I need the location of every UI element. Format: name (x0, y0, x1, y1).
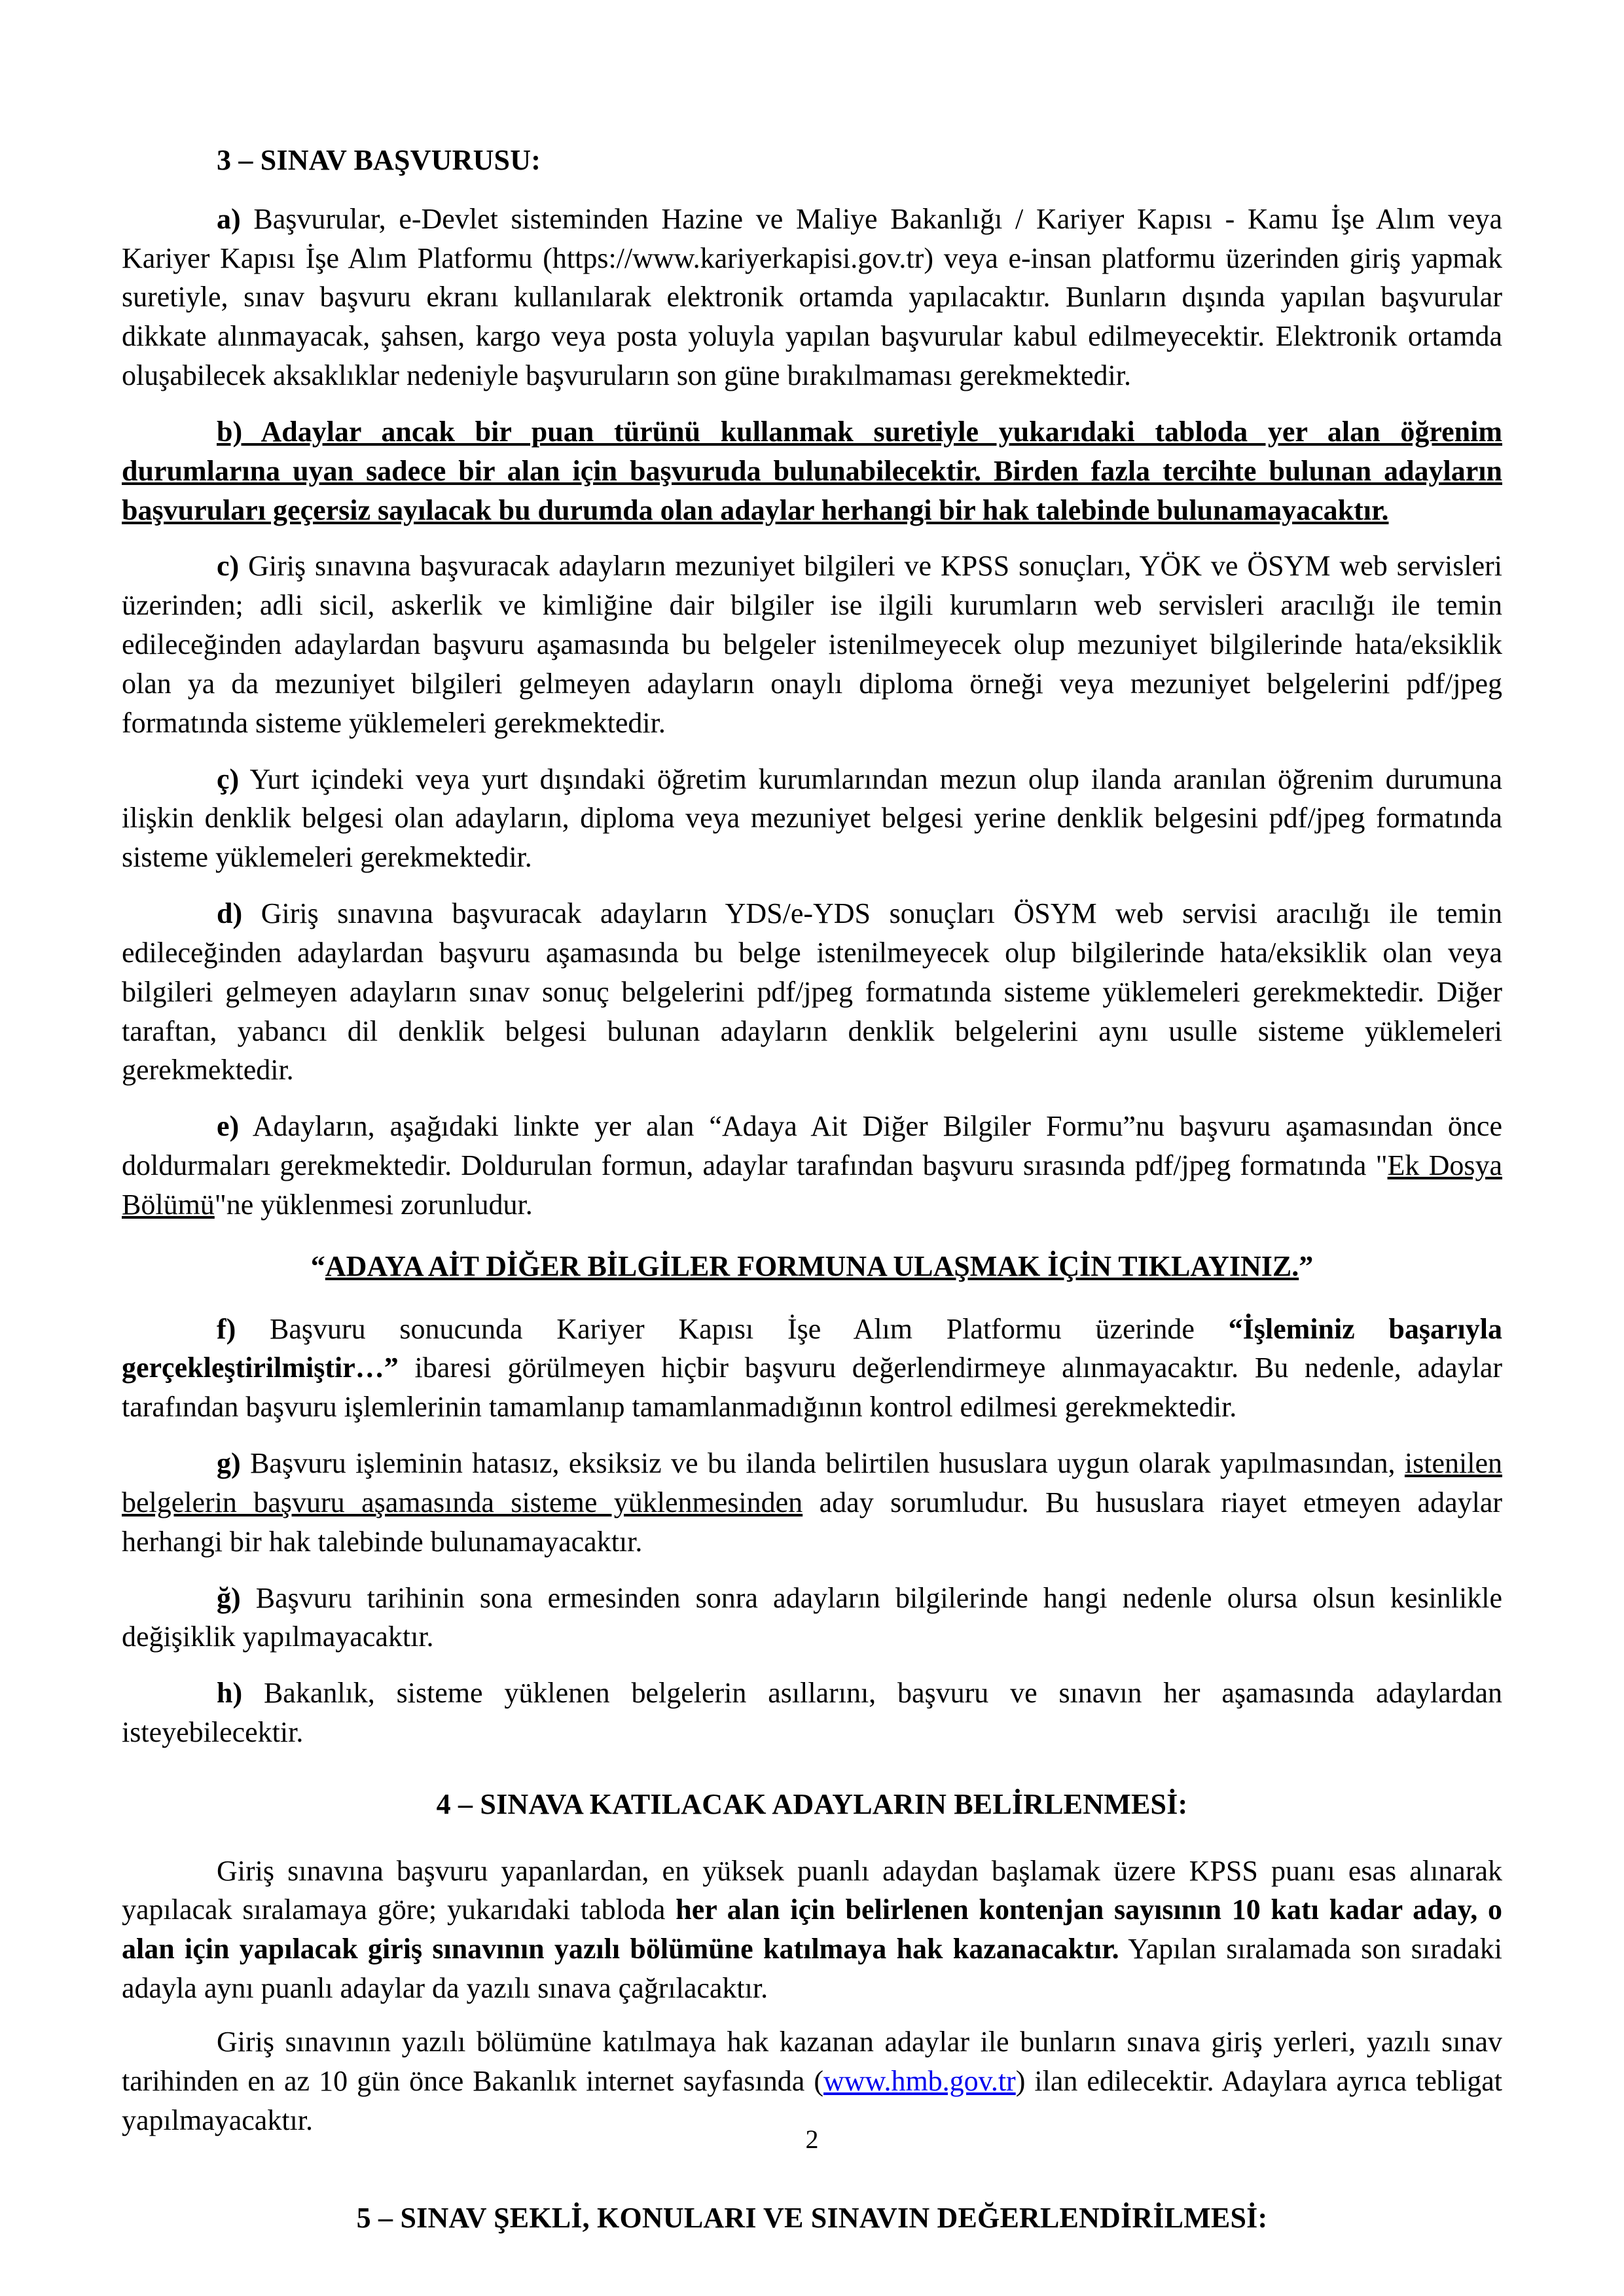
adaya-ait-diger-bilgiler-formu-link[interactable] (122, 1247, 1502, 1286)
istenilen-belgeler-emphasis: istenilen belgelerin başvuru aşamasında sisteme yüklenmesinden (122, 1447, 1502, 1518)
paragraph-e-label: e) (217, 1110, 240, 1143)
paragraph-a-text: Başvurular, e-Devlet sisteminden Hazine ve Maliye Bakanlığı / Kariyer Kapısı - Kamu İşe Alım veya Kariyer Kapısı İşe Alım Platformu (https://www.kariyerkapisi.gov.tr) veya e-insan platformu üzerinden giriş yapmak suretiyle, sınav başvuru ekranı kullanılarak elektronik ortamda yapılacaktır. Bunların dışında yapılan başvurular dikkate alınmayacak, şahsen, kargo veya posta yoluyla yapılan başvurular kabul edilmeyecektir. Elektronik ortamda oluşabilecek aksaklıklar nedeniyle başvuruların son güne bırakılmaması gerekmektedir. (122, 202, 1502, 392)
paragraph-g-text-part1: Başvuru işleminin hatasız, eksiksiz ve bu ilanda belirtilen hususlara uygun olarak yapılmasından, (240, 1447, 1405, 1480)
paragraph-g-breve-label: ğ) (217, 1581, 241, 1614)
paragraph-b-text: Adaylar ancak bir puan türünü kullanmak suretiyle yukarıdaki tabloda yer alan öğrenim durumlarına uyan sadece bir alan için başvuruda bulunabilecektir. Birden fazla tercihte bulunan adayların başvuruları geçersiz sayılacak bu durumda olan adaylar herhangi bir hak talebinde bulunamayacaktır. (122, 415, 1502, 526)
paragraph-a (122, 200, 1502, 395)
isleminiz-basariyla-emphasis: “İşleminiz başarıyla gerçekleştirilmiştir…” (122, 1312, 1502, 1384)
paragraph-g (122, 1444, 1502, 1561)
section-heading-5: 5 – SINAV ŞEKLİ, KONULARI VE SINAVIN DEĞERLENDİRİLMESİ: (356, 2202, 1268, 2234)
section-heading-3: 3 – SINAV BAŞVURUSU: (217, 144, 541, 176)
paragraph-d (122, 894, 1502, 1090)
paragraph-g-label: g) (217, 1447, 241, 1480)
paragraph-e (122, 1107, 1502, 1224)
paragraph-g-text-part2: aday sorumludur. Bu hususlara riayet etmeyen adaylar herhangi bir hak talebinde bulunamayacaktır. (122, 1486, 1502, 1558)
section4-p1-part1: Giriş sınavına başvuru yapanlardan, en yüksek puanlı adaydan başlamak üzere KPSS puanı esas alınarak yapılacak sıralamaya göre; yukarıdaki tabloda (122, 1854, 1502, 1926)
page-number: 2 (805, 2125, 819, 2154)
section-heading-4: 4 – SINAVA KATILACAK ADAYLARIN BELİRLENMESİ: (436, 1787, 1188, 1820)
paragraph-e-text-part2: "ne yüklenmesi zorunludur. (214, 1188, 533, 1221)
section4-p2-part2: ) ilan edilecektir. Adaylara ayrıca tebligat yapılmayacaktır. (122, 2064, 1502, 2136)
hmb-website-link[interactable]: www.hmb.gov.tr (823, 2064, 1016, 2097)
paragraph-f-text-part1: Başvuru sonucunda Kariyer Kapısı İşe Alım Platformu üzerinde (236, 1312, 1229, 1345)
section4-p1-part2: Yapılan sıralamada son sıradaki adayla aynı puanlı adaylar da yazılı sınava çağrılacaktır. (122, 1933, 1502, 2005)
paragraph-f-text-part2: ibaresi görülmeyen hiçbir başvuru değerlendirmeye alınmayacaktır. Bu nedenle, adaylar tarafından başvuru işlemlerinin tamamlanıp tamamlanmadığının kontrol edilmesi gerekmektedir. (122, 1352, 1502, 1424)
paragraph-c-label: c) (217, 550, 240, 583)
section4-paragraph-2 (122, 2022, 1502, 2140)
section4-p2-part1: Giriş sınavının yazılı bölümüne katılmaya hak kazanan adaylar ile bunların sınava giriş yerleri, yazılı sınav tarihinden en az 10 gün önce Bakanlık internet sayfasında ( (122, 2025, 1502, 2097)
spacer (122, 2154, 1502, 2166)
paragraph-c-cedilla-text: Yurt içindeki veya yurt dışındaki öğretim kurumlarından mezun olup ilanda aranılan öğrenim durumuna ilişkin denklik belgesi olan adayların, diploma veya mezuniyet belgesi yerine denklik belgesini pdf/jpeg formatında sisteme yüklemeleri gerekmektedir. (122, 762, 1502, 874)
section4-paragraph-1 (122, 1852, 1502, 2008)
paragraph-c (122, 547, 1502, 742)
paragraph-f (122, 1310, 1502, 1427)
paragraph-h-text: Bakanlık, sisteme yüklenen belgelerin asıllarını, başvuru ve sınavın her aşamasında adaylardan isteyebilecektir. (122, 1677, 1502, 1748)
kontenjan-emphasis: her alan için belirlenen kontenjan sayısının 10 katı kadar aday, o alan için yapılacak giriş sınavının yazılı bölümüne katılmaya hak kazanacaktır. (122, 1893, 1502, 1965)
page-content (122, 141, 1502, 2238)
paragraph-e-text-part1: Adayların, aşağıdaki linkte yer alan “Adaya Ait Diğer Bilgiler Formu”nu başvuru aşamasından önce doldurmaları gerekmektedir. Doldurulan formun, adaylar tarafından başvuru sırasında pdf/jpeg formatında " (122, 1110, 1502, 1182)
paragraph-f-label: f) (217, 1312, 236, 1345)
paragraph-h (122, 1674, 1502, 1752)
paragraph-c-text: Giriş sınavına başvuracak adayların mezuniyet bilgileri ve KPSS sonuçları, YÖK ve ÖSYM web servisleri üzerinden; adli sicil, askerlik ve kimliğine dair bilgiler ise ilgili kurumların web servisleri aracılığı ile temin edileceğinden adaylardan başvuru aşamasında bu belgeler istenilmeyecek olup mezuniyet bilgilerinde hata/eksiklik olan ya da mezuniyet bilgileri gelmeyen adayların onaylı diploma örneği veya mezuniyet belgelerini pdf/jpeg formatında sisteme yüklemeleri gerekmektedir. (122, 550, 1502, 739)
link-text[interactable]: ADAYA AİT DİĞER BİLGİLER FORMUNA ULAŞMAK İÇİN TIKLAYINIZ. (325, 1249, 1299, 1282)
paragraph-c-cedilla-label: ç) (217, 762, 240, 795)
paragraph-b (122, 412, 1502, 529)
link-close-quote: ” (1299, 1249, 1314, 1282)
paragraph-g-breve (122, 1579, 1502, 1657)
paragraph-b-label: b) (217, 415, 243, 448)
paragraph-d-text: Giriş sınavına başvuracak adayların YDS/e-YDS sonuçları ÖSYM web servisi aracılığı ile temin edileceğinden adaylardan başvuru aşamasında bu belge istenilmeyecek olup bilgilerinde hata/eksiklik olan veya bilgileri gelmeyen adayların sınav sonuç belgelerini pdf/jpeg formatında sisteme yüklemeleri gerekmektedir. Diğer taraftan, yabancı dil denklik belgesi bulunan adayların denklik belgelerini aynı usulle sisteme yüklemeleri gerekmektedir. (122, 897, 1502, 1086)
paragraph-g-breve-text: Başvuru tarihinin sona ermesinden sonra adayların bilgilerinde hangi nedenle olursa olsun kesinlikle değişiklik yapılmayacaktır. (122, 1581, 1502, 1653)
ek-dosya-bolumu-emphasis: Ek Dosya Bölümü (122, 1149, 1503, 1221)
paragraph-d-label: d) (217, 897, 243, 930)
paragraph-h-label: h) (217, 1677, 243, 1710)
link-open-quote: “ (310, 1249, 325, 1282)
paragraph-c-cedilla (122, 760, 1502, 877)
paragraph-a-label: a) (217, 202, 241, 235)
